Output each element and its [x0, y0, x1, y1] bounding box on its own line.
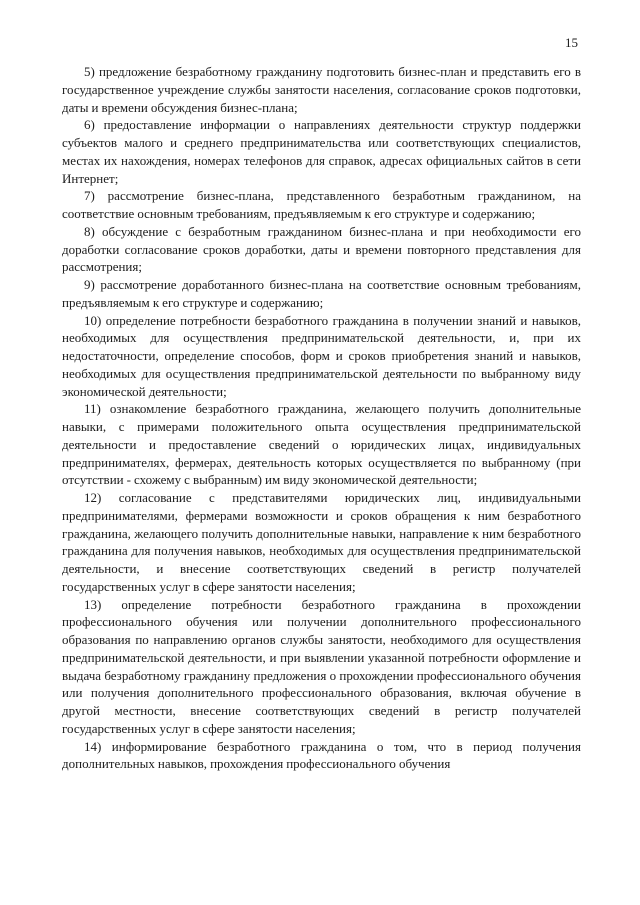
paragraph-item-11: 11) ознакомление безработного гражданина, желающего получить дополнительные навыки, с примерами положительного опыта осуществления предпринимательской деятельности и предоставление сведений о юридических лицах, индивидуальных предпринимателях, фермерах, деятельность которых осуществляется по выбранному (при отсутствии - схожему с выбранным) им виду экономической деятельности; [62, 401, 581, 488]
paragraph-item-7: 7) рассмотрение бизнес-плана, представленного безработным гражданином, на соответствие основным требованиям, предъявляемым к его структуре и содержанию; [62, 188, 581, 221]
paragraph-item-8: 8) обсуждение с безработным гражданином бизнес-плана и при необходимости его доработки согласование сроков доработки, даты и времени повторного представления для рассмотрения; [62, 223, 581, 275]
paragraph-item-12: 12) согласование с представителями юридических лиц, индивидуальными предпринимателями, фермерами возможности и сроков обращения к ним безработного гражданина, желающего получить дополнительные навыки, направление к ним безработного гражданина для получения навыков, необходимых для осуществления предпринимательской деятельности, и внесение соответствующих сведений в регистр получателей государственных услуг в сфере занятости населения; [62, 490, 581, 594]
paragraph-item-9: 9) рассмотрение доработанного бизнес-плана на соответствие основным требованиям, предъявляемым к его структуре и содержанию; [62, 277, 581, 310]
paragraph-item-10: 10) определение потребности безработного гражданина в получении знаний и навыков, необходимых для осуществления предпринимательской деятельности, и, при их недостаточности, определение способов, форм и сроков приобретения знаний и навыков, необходимых для осуществления предпринимательской деятельности по выбранному виду экономической деятельности; [62, 312, 581, 399]
paragraph-item-14: 14) информирование безработного гражданина о том, что в период получения дополнительных навыков, прохождения профессионального обучения [62, 738, 581, 772]
document-body [62, 63, 581, 773]
paragraph-item-5: 5) предложение безработному гражданину подготовить бизнес-план и представить его в государственное учреждение службы занятости населения, согласование сроков подготовки, даты и времени обсуждения бизнес-плана; [62, 64, 581, 115]
page-number: 15 [565, 35, 578, 50]
paragraph-item-13: 13) определение потребности безработного гражданина в прохождении профессионального обучения или получении дополнительного профессионального образования по направлению органов службы занятости, необходимого для осуществления предпринимательской деятельности, и при выявлении указанной потребности оформление и выдача безработному гражданину предложения о прохождении профессионального обучения или получения дополнительного профессионального образования, включая обучение в другой местности, внесение соответствующих сведений в регистр получателей государственных услуг в сфере занятости населения; [62, 596, 581, 736]
paragraph-item-6: 6) предоставление информации о направлениях деятельности структур поддержки субъектов малого и среднего предпринимательства или соответствующих специалистов, местах их нахождения, номерах телефонов для справок, адресах официальных сайтов в сети Интернет; [62, 117, 581, 186]
